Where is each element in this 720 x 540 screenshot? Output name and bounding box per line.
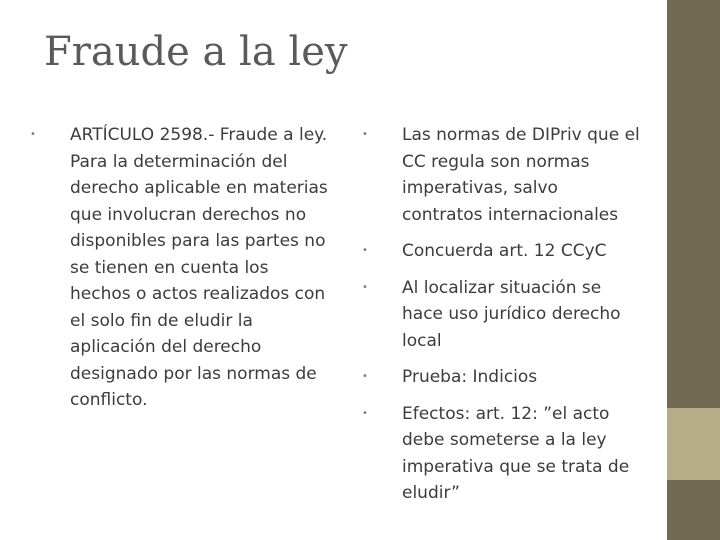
bullet-item [30, 122, 330, 414]
bullet-text: Concuerda art. 12 CCyC [402, 241, 607, 261]
bullet-text: Prueba: Indicios [402, 367, 538, 387]
bullet-item [362, 238, 642, 265]
bullet-text: Al localizar situación se hace uso jurídico derecho local [402, 277, 621, 351]
right-bullet-list [362, 122, 642, 507]
bullet-text: ARTÍCULO 2598.- Fraude a ley. Para la determinación del derecho aplicable en materias que involucran derechos no disponibles para las partes no se tienen en cuenta los hechos o actos realizados con el solo fin de eludir la aplicación del derecho designado por las normas de conflicto. [70, 125, 328, 410]
bullet-icon: • [362, 281, 368, 293]
bullet-text: Las normas de DIPriv que el CC regula son normas imperativas, salvo contratos internacionales [402, 125, 640, 225]
bullet-item [362, 122, 642, 228]
bullet-icon: • [30, 129, 36, 140]
bullet-text: Efectos: art. 12: ”el acto debe someterse a la ley imperativa que se trata de eludir” [402, 403, 630, 503]
bullet-item [362, 275, 642, 355]
bullet-icon: • [362, 371, 368, 382]
decorative-accent-block [667, 408, 720, 480]
left-bullet-list [30, 122, 330, 414]
bullet-icon: • [362, 245, 368, 256]
bullet-item [362, 401, 642, 507]
bullet-item [362, 364, 642, 391]
bullet-icon: • [362, 129, 368, 140]
slide-title: Fraude a la ley [44, 29, 348, 75]
bullet-icon: • [362, 407, 368, 419]
